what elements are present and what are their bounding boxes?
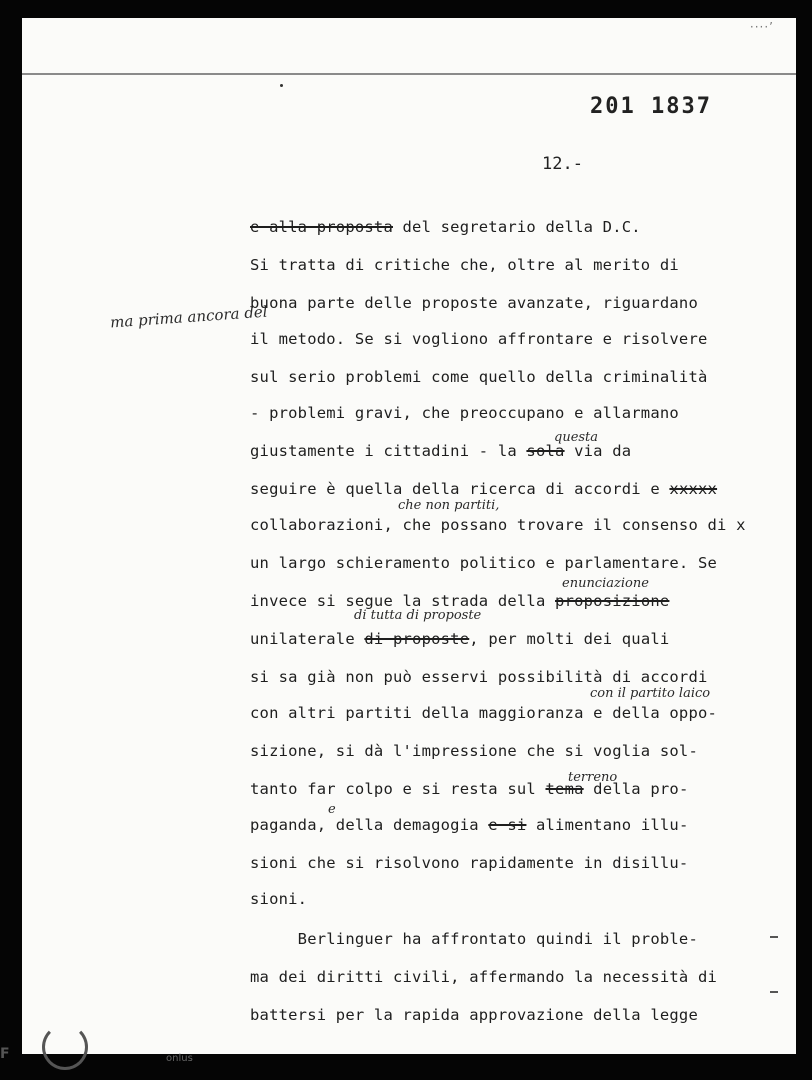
struck-text: xxxxx — [669, 480, 718, 498]
struck-text: di proposte — [364, 630, 470, 648]
line-text: - problemi gravi, che preoccupano e allarmano — [250, 404, 679, 422]
page-number: 12.- — [542, 154, 583, 174]
line-text: sioni. — [250, 890, 308, 908]
text-line — [250, 256, 679, 274]
line-text: sul serio problemi come quello della criminalità — [250, 368, 708, 386]
line-text: buona parte delle proposte avanzate, riguardano — [250, 294, 698, 312]
line-text: sioni che si risolvono rapidamente in disillu- — [250, 854, 689, 872]
annotation-terreno: terreno — [568, 770, 618, 785]
text-line — [250, 404, 679, 422]
text-line — [250, 854, 688, 872]
line-text: del segretario della D.C. — [392, 218, 641, 236]
line-text: via da — [564, 442, 632, 460]
corner-mark: ····’ — [749, 20, 774, 34]
line-text: della pro- — [583, 780, 689, 798]
line-text: sizione, si dà l'impressione che si voglia sol- — [250, 742, 698, 760]
text-line — [250, 368, 708, 386]
line-text: Berlinguer ha affrontato quindi il proble- — [250, 930, 698, 948]
text-line — [250, 780, 689, 798]
line-text: paganda, della demagogia — [250, 816, 489, 834]
edge-mark — [770, 991, 778, 993]
line-text: unilaterale — [250, 630, 365, 648]
watermark-logo: F — [0, 1046, 10, 1062]
struck-text: sola — [526, 442, 565, 460]
document-page — [22, 18, 796, 1054]
text-line — [250, 704, 717, 722]
speck — [280, 84, 283, 87]
archive-stamp: 201 1837 — [590, 94, 712, 119]
line-text: ma dei diritti civili, affermando la necessità di — [250, 968, 718, 986]
watermark-circle-icon — [42, 1024, 88, 1070]
annotation-coi-partiti: con il partito laico — [590, 686, 711, 701]
annotation-enunciazione: enunciazione — [562, 576, 649, 591]
struck-text: e alla proposta — [250, 218, 393, 236]
line-text: si sa già non può esservi possibilità di accordi — [250, 668, 708, 686]
top-rule — [22, 73, 796, 75]
annotation-e: e — [328, 802, 336, 817]
text-line — [250, 330, 708, 348]
text-line — [250, 816, 688, 834]
line-text: Si tratta di critiche che, oltre al merito di — [250, 256, 679, 274]
annotation-questa: questa — [554, 430, 599, 445]
text-line — [250, 930, 698, 948]
text-line — [250, 480, 717, 498]
line-text: giustamente i cittadini - la — [250, 442, 527, 460]
annotation-che-non-partiti: che non partiti, — [398, 498, 500, 513]
text-line — [250, 294, 698, 312]
line-text: un largo schieramento politico e parlamentare. Se — [250, 554, 718, 572]
line-text: tanto far colpo e si resta sul — [250, 780, 546, 798]
line-text: seguire è quella della ricerca di accordi e — [250, 480, 670, 498]
margin-annotation: ma prima ancora del — [109, 302, 269, 332]
text-line — [250, 668, 708, 686]
line-text: battersi per la rapida approvazione della legge — [250, 1006, 698, 1024]
line-text: invece si segue la strada della — [250, 592, 556, 610]
text-line — [250, 968, 717, 986]
text-line — [250, 890, 307, 908]
struck-text: tema — [545, 780, 584, 798]
struck-text: proposizione — [555, 592, 670, 610]
text-line — [250, 218, 641, 236]
line-text: , per molti dei quali — [469, 630, 670, 648]
watermark-text: onlus — [166, 1053, 193, 1064]
line-text: collaborazioni, che possano trovare il consenso di x — [250, 516, 746, 534]
line-text: alimentano illu- — [526, 816, 689, 834]
struck-text: e si — [488, 816, 527, 834]
text-line — [250, 1006, 698, 1024]
line-text: il metodo. Se si vogliono affrontare e risolvere — [250, 330, 708, 348]
edge-mark — [770, 936, 778, 938]
annotation-di-tutta: di tutta di proposte — [354, 608, 482, 623]
text-line — [250, 742, 698, 760]
line-text: con altri partiti della maggioranza e della oppo- — [250, 704, 718, 722]
text-line — [250, 516, 746, 534]
text-line — [250, 554, 717, 572]
text-line — [250, 630, 669, 648]
